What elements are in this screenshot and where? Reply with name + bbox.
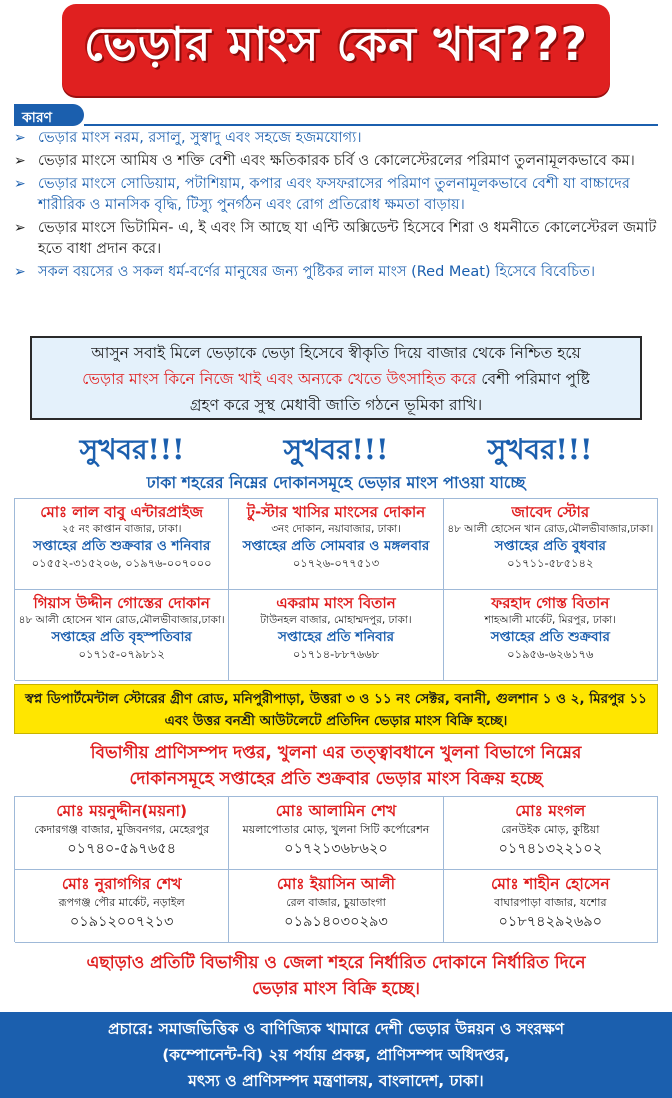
shop-name: টু-স্টার খাসির মাংসের দোকান bbox=[246, 503, 426, 521]
reason-item bbox=[14, 262, 662, 283]
page-title: ভেড়ার মাংস কেন খাব??? bbox=[62, 4, 610, 96]
shop-address: কেদারগঞ্জ বাজার, মুজিবনগর, মেহেরপুর bbox=[34, 823, 210, 836]
shop-address: বাঘারপাড়া বাজার, যশোর bbox=[494, 896, 607, 909]
shop-address: ৪৮ আলী হোসেন খান রোড,মৌলভীবাজার,ঢাকা। bbox=[447, 523, 654, 535]
shop-phone: ০১৭১১-৫৮৫১৪২ bbox=[507, 556, 594, 570]
shop-phone: ০১৯১২০০৭২১৩ bbox=[69, 914, 174, 930]
bottom-notice-line-1: এছাড়াও প্রতিটি বিভাগীয় ও জেলা শহরে নির্ধারিত দোকানে নির্ধারিত দিনে bbox=[86, 953, 586, 973]
shop-address: রেনউইক মোড়, কুষ্টিয়া bbox=[501, 823, 600, 836]
shop-days: সপ্তাহের প্রতি বৃহস্পতিবার bbox=[51, 629, 192, 645]
shop-card bbox=[15, 499, 229, 590]
reason-text: ভেড়ার মাংসে আমিষ ও শক্তি বেশী এবং ক্ষতিকারক চর্বি ও কোলেস্টেরলের পরিমাণ তুলনামূলকভাবে কম। bbox=[38, 153, 635, 169]
shop-phone: ০১৯৫৬-৬২৬১৭৬ bbox=[507, 647, 594, 661]
shop-name: গিয়াস উদ্দীন গোস্তের দোকান bbox=[33, 594, 210, 612]
reason-item bbox=[14, 174, 662, 216]
shop-name: মোঃ আলামিন শেখ bbox=[275, 802, 397, 820]
shop-name: মোঃ লাল বাবু এন্টারপ্রাইজ bbox=[40, 503, 204, 521]
khulna-heading-line-1: বিভাগীয় প্রাণিসম্পদ দপ্তর, খুলনা এর তত্ত্বাবধানে খুলনা বিভাগে নিম্নের bbox=[90, 743, 582, 763]
bottom-notice-line-2: ভেড়ার মাংস বিক্রি হচ্ছে। bbox=[252, 979, 420, 999]
shop-card bbox=[15, 870, 229, 943]
shop-card bbox=[15, 590, 229, 681]
shop-name: ফরহাদ গোস্ত বিতান bbox=[491, 594, 610, 612]
shop-address: টাউনহল বাজার, মোহাম্মদপুর, ঢাকা। bbox=[260, 614, 412, 626]
shop-address: শাহআলী মার্কেট, মিরপুর, ঢাকা। bbox=[484, 614, 616, 626]
appeal-line-1: আসুন সবাই মিলে ভেড়াকে ভেড়া হিসেবে স্বীকৃতি দিয়ে বাজার থেকে নিশ্চিত হয়ে bbox=[91, 344, 581, 362]
shop-days: সপ্তাহের প্রতি বুধবার bbox=[494, 538, 606, 554]
shop-card bbox=[444, 499, 658, 590]
reason-item bbox=[14, 218, 662, 260]
khulna-shops-grid bbox=[14, 796, 658, 942]
khulna-heading-line-2: দোকানসমূহে সপ্তাহের প্রতি শুক্রবার ভেড়ার মাংস বিক্রয় হচ্ছে bbox=[129, 769, 543, 789]
shop-phone: ০১৭২১৩৬৮৬২০ bbox=[284, 841, 388, 857]
shop-address: রূপগঞ্জ পৌর মার্কেট, নড়াইল bbox=[58, 896, 185, 909]
shop-phone: ০১৭১৫-০৭৯৮১২ bbox=[78, 647, 165, 661]
arrow-icon: ➢ bbox=[14, 153, 26, 169]
reasons-list bbox=[14, 128, 662, 285]
shop-address: ৩নং দোকান, নয়াবাজার, ঢাকা। bbox=[271, 523, 401, 535]
footer-banner bbox=[0, 1012, 672, 1098]
shop-name: মোঃ ইয়াসিন আলী bbox=[276, 875, 396, 893]
reason-text: ভেড়ার মাংস নরম, রসালু, সুস্বাদু এবং সহজে হজমযোগ্য। bbox=[38, 130, 362, 146]
footer-line-2: (কম্পোনেন্ট-বি) ২য় পর্যায় প্রকল্প, প্রাণিসম্পদ অধিদপ্তর, bbox=[162, 1046, 510, 1064]
shop-card bbox=[229, 590, 443, 681]
dhaka-shops-grid bbox=[14, 498, 658, 680]
goodnews-text: সুখবর!!! bbox=[487, 433, 593, 466]
shop-days: সপ্তাহের প্রতি সোমবার ও মঙ্গলবার bbox=[242, 538, 430, 554]
goodnews-text: সুখবর!!! bbox=[79, 433, 185, 466]
reason-text: সকল বয়সের ও সকল ধর্ম-বর্ণের মানুষের জন্য পুষ্টিকর লাল মাংস (Red Meat) হিসেবে বিবেচিত। bbox=[38, 264, 596, 280]
footer-line-1: প্রচারে: সমাজভিত্তিক ও বাণিজ্যিক খামারে দেশী ভেড়ার উন্নয়ন ও সংরক্ষণ bbox=[107, 1020, 565, 1038]
shop-phone: ০১৭১৪-৮৮৭৬৬৮ bbox=[292, 647, 380, 661]
shop-phone: ০১৭৪১৩২২১০২ bbox=[498, 841, 603, 857]
arrow-icon: ➢ bbox=[14, 130, 26, 146]
reasons-label: কারণ bbox=[14, 104, 84, 126]
outlet-notice: স্বপ্ন ডিপার্টমেন্টাল স্টোরের গ্রীণ রোড, মনিপুরীপাড়া, উত্তরা ৩ ও ১১ নং সেক্টর, বনানী, গুলশান ১ ও ২, মিরপুর ১১ এবং উত্তর বনশ্রী আউটলেটে প্রতিদিন ভেড়ার মাংস বিক্রি হচ্ছে। bbox=[14, 684, 658, 734]
shop-days: সপ্তাহের প্রতি শুক্রবার ও শনিবার bbox=[33, 538, 211, 554]
shop-days: সপ্তাহের প্রতি শনিবার bbox=[277, 629, 395, 645]
arrow-icon: ➢ bbox=[14, 264, 26, 280]
footer-line-3: মৎস্য ও প্রাণিসম্পদ মন্ত্রণালয়, বাংলাদেশ, ঢাকা। bbox=[188, 1072, 484, 1090]
reason-item bbox=[14, 128, 662, 149]
shop-card bbox=[229, 797, 443, 870]
shop-card bbox=[444, 797, 658, 870]
shop-card bbox=[15, 797, 229, 870]
reason-item bbox=[14, 151, 662, 172]
appeal-line-3: গ্রহণ করে সুস্থ মেধাবী জাতি গঠনে ভূমিকা রাখি। bbox=[189, 396, 483, 414]
shop-phone: ০১৭৪০-৫৯৭৬৫৪ bbox=[67, 841, 177, 857]
khulna-heading bbox=[0, 740, 672, 792]
appeal-box bbox=[30, 336, 642, 420]
shop-card bbox=[229, 499, 443, 590]
reason-text: ভেড়ার মাংসে সোডিয়াম, পটাশিয়াম, কপার এবং ফসফরাসের পরিমাণ তুলনামূলকভাবে বেশী যা বাচ্চাদের শারীরিক ও মানসিক বৃদ্ধি, টিস্যু পুনর্গঠন এবং রোগ প্রতিরোধ ক্ষমতা বাড়ায়। bbox=[38, 176, 630, 213]
shop-name: মোঃ মংগল bbox=[515, 802, 586, 820]
shop-card bbox=[444, 870, 658, 943]
dhaka-subtitle: ঢাকা শহরের নিম্নের দোকানসমূহে ভেড়ার মাংস পাওয়া যাচ্ছে bbox=[146, 473, 526, 492]
arrow-icon: ➢ bbox=[14, 220, 26, 236]
shop-card bbox=[229, 870, 443, 943]
shop-card bbox=[444, 590, 658, 681]
shop-address: ২৫ নং কাপ্তান বাজার, ঢাকা। bbox=[61, 523, 182, 535]
shop-phone: ০১৭২৬-০৭৭৫১৩ bbox=[292, 556, 380, 570]
appeal-line-2 bbox=[32, 366, 640, 392]
shop-name: জাবেদ স্টোর bbox=[511, 503, 590, 521]
title-area bbox=[0, 0, 672, 100]
shop-phone: ০১৫৫২-৩১৫২০৬, ০১৯৭৬-০০৭০০০ bbox=[31, 556, 212, 570]
reason-text: ভেড়ার মাংসে ভিটামিন- এ, ই এবং সি আছে যা এন্টি অক্সিডেন্ট হিসেবে শিরা ও ধমনীতে কোলেস্টেরল জমাট হতে বাধা প্রদান করে। bbox=[38, 220, 657, 257]
shop-name: মোঃ শাহীন হোসেন bbox=[491, 875, 610, 893]
shop-address: ৪৮ আলী হোসেন খান রোড,মৌলভীবাজার,ঢাকা। bbox=[18, 614, 225, 626]
appeal-highlight: ভেড়ার মাংস কিনে নিজে খাই এবং অন্যকে খেতে উৎসাহিত করে bbox=[82, 370, 477, 388]
shop-days: সপ্তাহের প্রতি শুক্রবার bbox=[490, 629, 610, 645]
shop-address: রেল বাজার, চুয়াডাংগা bbox=[286, 896, 386, 909]
shop-name: একরাম মাংস বিতান bbox=[276, 594, 396, 612]
reasons-divider bbox=[84, 124, 658, 126]
bottom-notice bbox=[0, 950, 672, 1002]
shop-phone: ০১৮৭৪২৯২৬৯০ bbox=[498, 914, 603, 930]
goodnews-row bbox=[0, 428, 672, 466]
arrow-icon: ➢ bbox=[14, 176, 26, 192]
shop-phone: ০১৯১৪০৩০২৯৩ bbox=[284, 914, 388, 930]
shop-name: মোঃ নুরাগগির শেখ bbox=[61, 875, 182, 893]
shop-address: ময়লাপোতার মোড়, খুলনা সিটি কর্পোরেশন bbox=[242, 823, 430, 836]
shop-name: মোঃ ময়নুদ্দীন(ময়না) bbox=[56, 802, 188, 820]
appeal-line-2-rest: বেশী পরিমাণ পুষ্টি bbox=[476, 370, 590, 388]
goodnews-text: সুখবর!!! bbox=[283, 433, 389, 466]
